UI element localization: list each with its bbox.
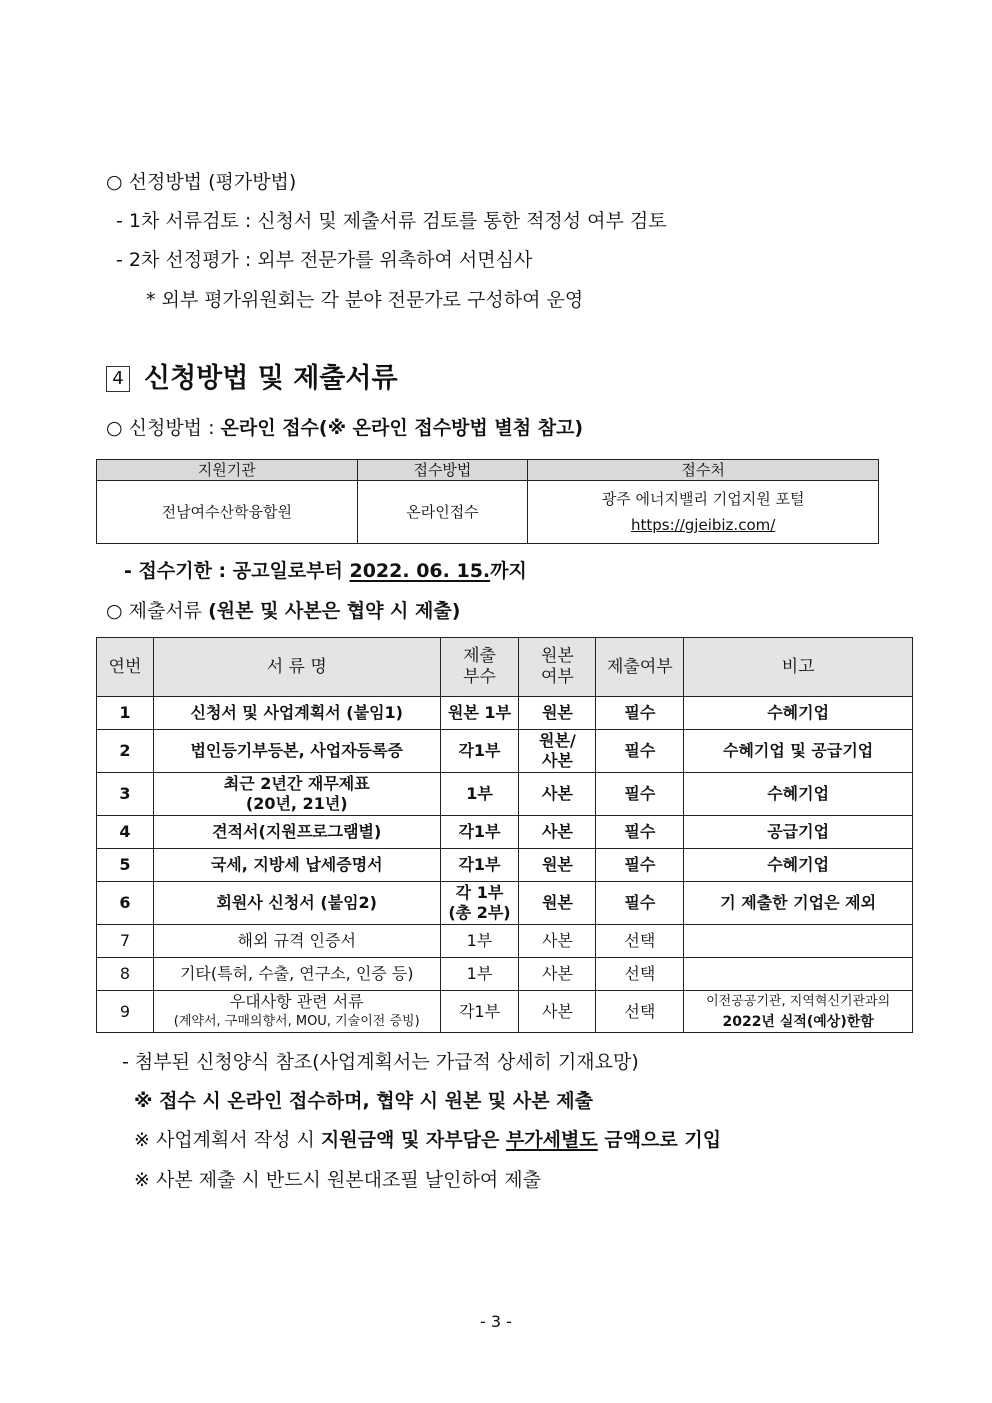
table-row (97, 925, 913, 958)
destination-name: 광주 에너지밸리 기업지원 포털 (601, 490, 805, 508)
reception-table-header (97, 460, 879, 481)
row-copies: 각1부 (440, 816, 519, 849)
table-row (97, 816, 913, 849)
row-required: 필수 (596, 730, 684, 773)
portal-link[interactable]: https://gjeibiz.com/ (631, 516, 776, 534)
row-no: 3 (97, 773, 154, 816)
destination-cell (528, 481, 879, 544)
row-no: 8 (97, 958, 154, 991)
header-copies-l2: 부수 (463, 667, 496, 687)
row-copies: 1부 (440, 925, 519, 958)
row-note: 공급기업 (684, 816, 913, 849)
vat-note-b: 지원금액 및 자부담은 (320, 1129, 506, 1151)
row-name: 견적서(지원프로그램별) (153, 816, 440, 849)
row-copies: 1부 (440, 773, 519, 816)
form-reference-note: - 첨부된 신청양식 참조(사업계획서는 가급적 상세히 기재요망) (122, 1051, 639, 1073)
documents-line (106, 598, 460, 624)
reception-table-row (97, 481, 879, 544)
row-name: 기타(특허, 수출, 연구소, 인증 등) (153, 958, 440, 991)
row-required: 선택 (596, 925, 684, 958)
vat-note-d: 금액으로 기입 (597, 1129, 722, 1151)
row-original-l1: 원본/ (539, 731, 576, 750)
row-no: 4 (97, 816, 154, 849)
row-no: 6 (97, 882, 154, 925)
row-note: 수혜기업 (684, 697, 913, 730)
table-row (97, 773, 913, 816)
row-note (684, 958, 913, 991)
row-name: 국세, 지방세 납세증명서 (153, 849, 440, 882)
row-note: 수혜기업 (684, 773, 913, 816)
row-required: 필수 (596, 816, 684, 849)
row-name: 법인등기부등본, 사업자등록증 (153, 730, 440, 773)
header-copies (440, 638, 519, 697)
row-copies: 각1부 (440, 991, 519, 1033)
vat-note-c: 부가세별도 (505, 1129, 598, 1151)
page-number: - 3 - (480, 1312, 512, 1331)
row-name-l1: 우대사항 관련 서류 (229, 991, 364, 1011)
selection-step-1: - 1차 서류검토 : 신청서 및 제출서류 검토를 통한 적정성 여부 검토 (116, 210, 667, 232)
row-original: 사본 (519, 991, 596, 1033)
row-original: 원본 (519, 849, 596, 882)
header-org: 지원기관 (97, 460, 358, 481)
row-name-l2: (계약서, 구매의향서, MOU, 기술이전 증빙) (173, 1013, 420, 1029)
row-copies-l2: (총 2부) (448, 903, 511, 922)
application-method-line (106, 415, 583, 441)
application-method-text: 온라인 접수(※ 온라인 접수방법 별첨 참고) (220, 417, 584, 439)
selection-note: * 외부 평가위원회는 각 분야 전문가로 구성하여 운영 (146, 289, 584, 311)
row-note-l1: 이전공공기관, 지역혁신기관과의 (706, 993, 891, 1009)
header-required: 제출여부 (596, 638, 684, 697)
row-required: 선택 (596, 991, 684, 1033)
online-submission-note: ※ 접수 시 온라인 접수하며, 협약 시 원본 및 사본 제출 (134, 1090, 593, 1112)
row-original: 사본 (519, 773, 596, 816)
table-row (97, 958, 913, 991)
row-name: 회원사 신청서 (붙임2) (153, 882, 440, 925)
row-no: 7 (97, 925, 154, 958)
table-row (97, 730, 913, 773)
row-copies: 각1부 (440, 849, 519, 882)
deadline-label: - 접수기한 : 공고일로부터 (124, 560, 350, 582)
row-copies-l1: 각 1부 (455, 883, 504, 902)
row-original: 원본 (519, 882, 596, 925)
deadline-suffix: 까지 (490, 560, 527, 582)
documents-label: ○ 제출서류 (106, 600, 209, 622)
table-row (97, 882, 913, 925)
row-note: 기 제출한 기업은 제외 (684, 882, 913, 925)
row-copies: 각1부 (440, 730, 519, 773)
row-name: 해외 규격 인증서 (153, 925, 440, 958)
table-row (97, 991, 913, 1033)
row-note (684, 991, 913, 1033)
header-note: 비고 (684, 638, 913, 697)
header-copies-l1: 제출 (463, 646, 496, 666)
row-required: 필수 (596, 849, 684, 882)
row-copies: 원본 1부 (440, 697, 519, 730)
section-title: 신청방법 및 제출서류 (144, 363, 398, 394)
row-required: 필수 (596, 697, 684, 730)
vat-note-a: ※ 사업계획서 작성 시 (134, 1129, 321, 1151)
header-original-l1: 원본 (540, 646, 574, 666)
table-row (97, 849, 913, 882)
row-original (519, 730, 596, 773)
row-note: 수혜기업 (684, 849, 913, 882)
header-original-l2: 여부 (540, 667, 574, 687)
documents-table (96, 637, 913, 1033)
row-no: 9 (97, 991, 154, 1033)
row-name-l2: (20년, 21년) (245, 794, 348, 813)
row-copies (440, 882, 519, 925)
application-method-label: ○ 신청방법 : (106, 417, 221, 439)
header-name: 서 류 명 (153, 638, 440, 697)
row-original: 사본 (519, 816, 596, 849)
deadline-date: 2022. 06. 15. (349, 560, 491, 582)
row-original-l2: 사본 (541, 751, 573, 770)
row-copies: 1부 (440, 958, 519, 991)
row-name-l1: 최근 2년간 재무제표 (223, 774, 370, 793)
selection-method-title: ○ 선정방법 (평가방법) (106, 171, 297, 193)
org-cell: 전남여수산학융합원 (97, 481, 358, 544)
copy-certification-note: ※ 사본 제출 시 반드시 원본대조필 날인하여 제출 (134, 1169, 541, 1191)
row-name (153, 773, 440, 816)
row-no: 5 (97, 849, 154, 882)
row-note (684, 925, 913, 958)
documents-note: (원본 및 사본은 협약 시 제출) (208, 600, 461, 622)
header-no: 연번 (97, 638, 154, 697)
row-required: 선택 (596, 958, 684, 991)
row-note: 수혜기업 및 공급기업 (684, 730, 913, 773)
row-name (153, 991, 440, 1033)
row-no: 1 (97, 697, 154, 730)
row-required: 필수 (596, 882, 684, 925)
header-method: 접수방법 (357, 460, 528, 481)
header-destination: 접수처 (528, 460, 879, 481)
row-name: 신청서 및 사업계획서 (붙임1) (153, 697, 440, 730)
row-original: 사본 (519, 958, 596, 991)
vat-note (134, 1127, 721, 1153)
section-number-box: 4 (106, 366, 130, 392)
section-heading (106, 362, 398, 396)
row-required: 필수 (596, 773, 684, 816)
documents-table-header (97, 638, 913, 697)
row-no: 2 (97, 730, 154, 773)
table-row (97, 697, 913, 730)
method-cell: 온라인접수 (357, 481, 528, 544)
row-note-l2: 2022년 실적(예상)한함 (722, 1013, 874, 1030)
header-original (519, 638, 596, 697)
selection-step-2: - 2차 선정평가 : 외부 전문가를 위촉하여 서면심사 (116, 249, 533, 271)
row-original: 원본 (519, 697, 596, 730)
reception-table (96, 459, 879, 544)
deadline-line (124, 558, 527, 584)
row-original: 사본 (519, 925, 596, 958)
